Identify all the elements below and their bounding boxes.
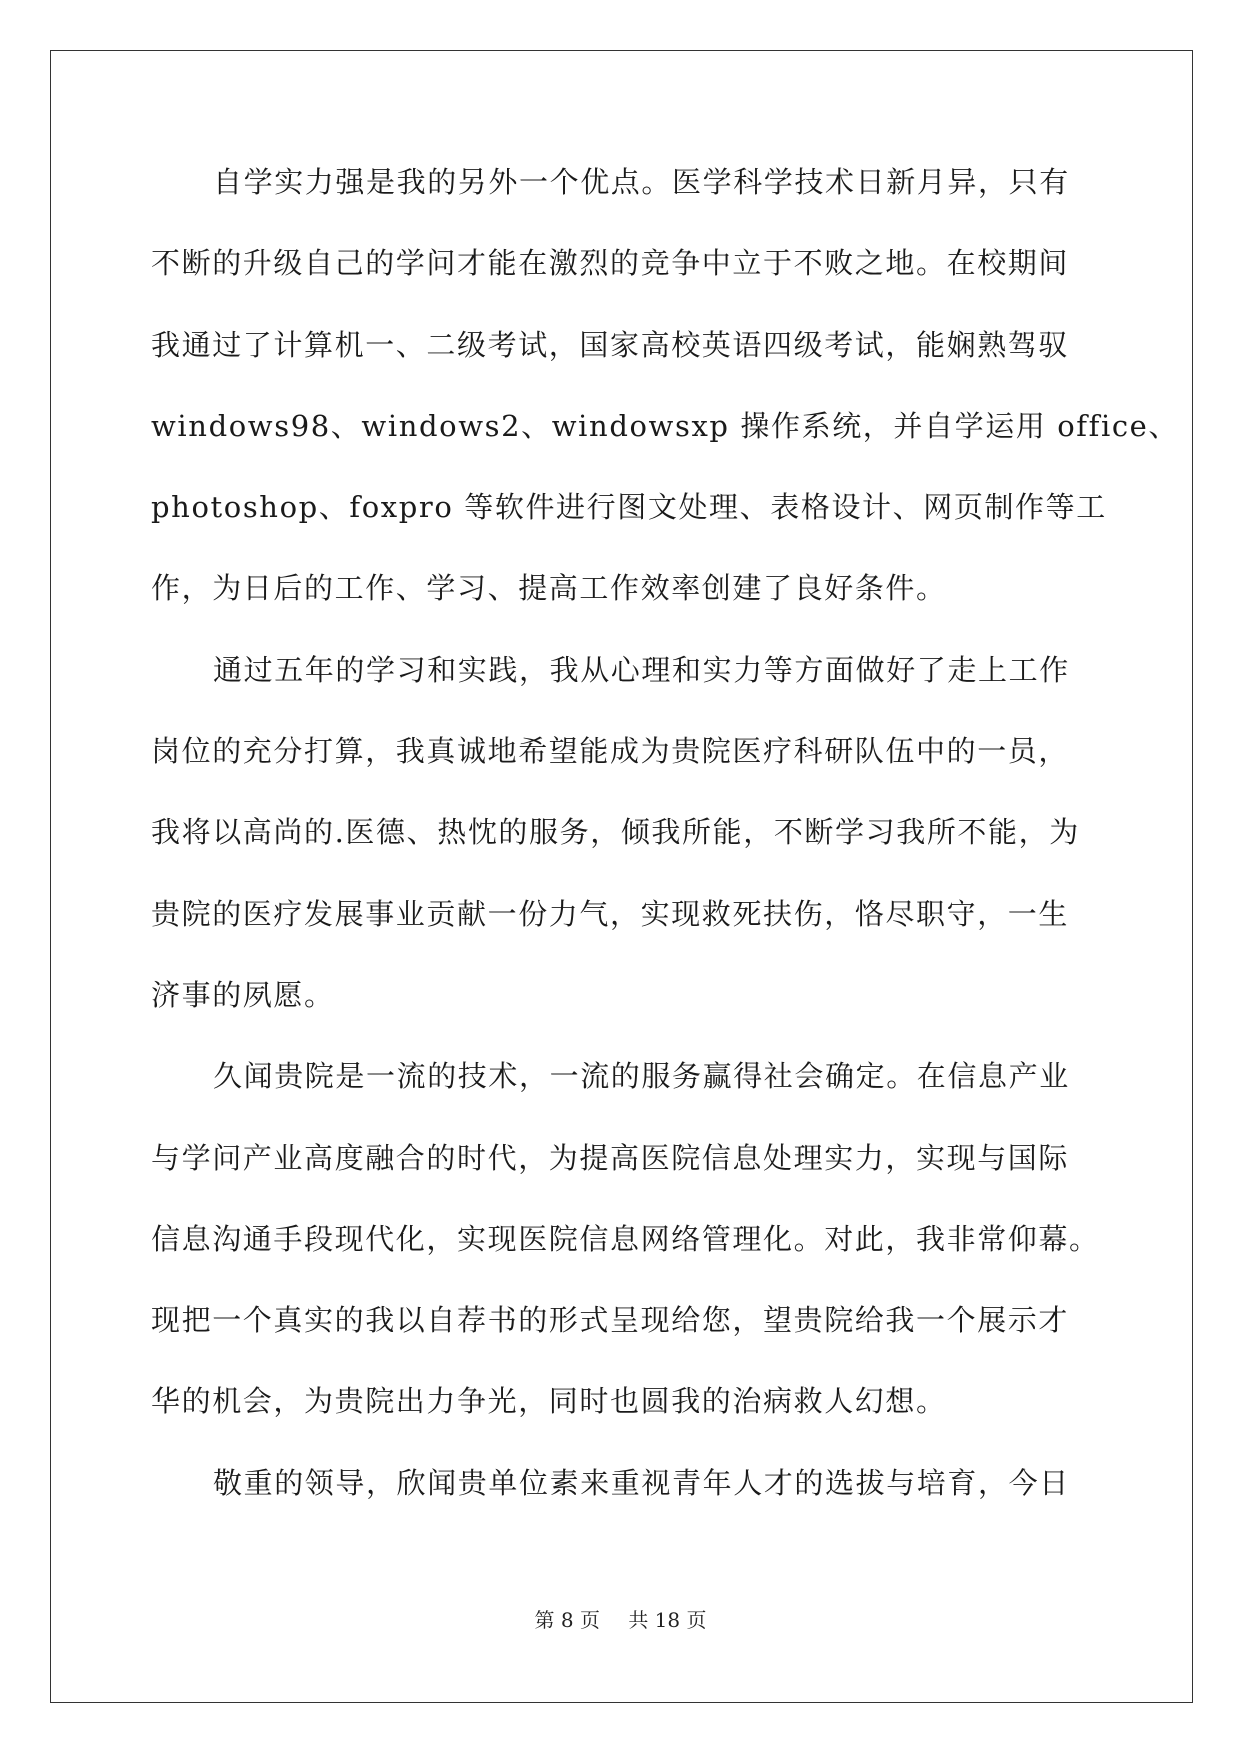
text-line: 自学实力强是我的另外一个优点。医学科学技术日新月异，只有 <box>213 165 1070 199</box>
text-line: 信息沟通手段现代化，实现医院信息网络管理化。对此，我非常仰幕。 <box>151 1221 1100 1256</box>
text-line: 不断的升级自己的学问才能在激烈的竞争中立于不败之地。在校期间 <box>151 246 1070 281</box>
text-line: 通过五年的学习和实践，我从心理和实力等方面做好了走上工作 <box>213 652 1070 687</box>
text-line: 作，为日后的工作、学习、提高工作效率创建了良好条件。 <box>151 571 947 606</box>
text-line: 敬重的领导，欣闻贵单位素来重视青年人才的选拔与培育，今日 <box>213 1465 1070 1500</box>
page-footer <box>0 1604 1241 1633</box>
page-number-current: 第 8 页 <box>534 1608 600 1632</box>
text-line: 济事的夙愿。 <box>151 977 335 1012</box>
text-line: 我将以高尚的.医德、热忱的服务，倾我所能，不断学习我所不能，为 <box>151 815 1080 850</box>
document-body <box>151 158 1180 1540</box>
text-line: 久闻贵院是一流的技术，一流的服务赢得社会确定。在信息产业 <box>213 1059 1070 1094</box>
text-line: 华的机会，为贵院出力争光，同时也圆我的治病救人幻想。 <box>151 1384 947 1419</box>
text-line: windows98、windows2、windowsxp 操作系统，并自学运用 office、 <box>151 408 1180 443</box>
text-line: 现把一个真实的我以自荐书的形式呈现给您，望贵院给我一个展示才 <box>151 1303 1070 1338</box>
text-line: photoshop、foxpro 等软件进行图文处理、表格设计、网页制作等工 <box>151 490 1107 525</box>
text-line: 岗位的充分打算，我真诚地希望能成为贵院医疗科研队伍中的一员， <box>151 734 1070 769</box>
text-line: 与学问产业高度融合的时代，为提高医院信息处理实力，实现与国际 <box>151 1140 1070 1175</box>
text-line: 我通过了计算机一、二级考试，国家高校英语四级考试，能娴熟驾驭 <box>151 327 1070 362</box>
page-number-total: 共 18 页 <box>628 1608 707 1632</box>
text-line: 贵院的医疗发展事业贡献一份力气，实现救死扶伤，恪尽职守，一生 <box>151 896 1070 931</box>
